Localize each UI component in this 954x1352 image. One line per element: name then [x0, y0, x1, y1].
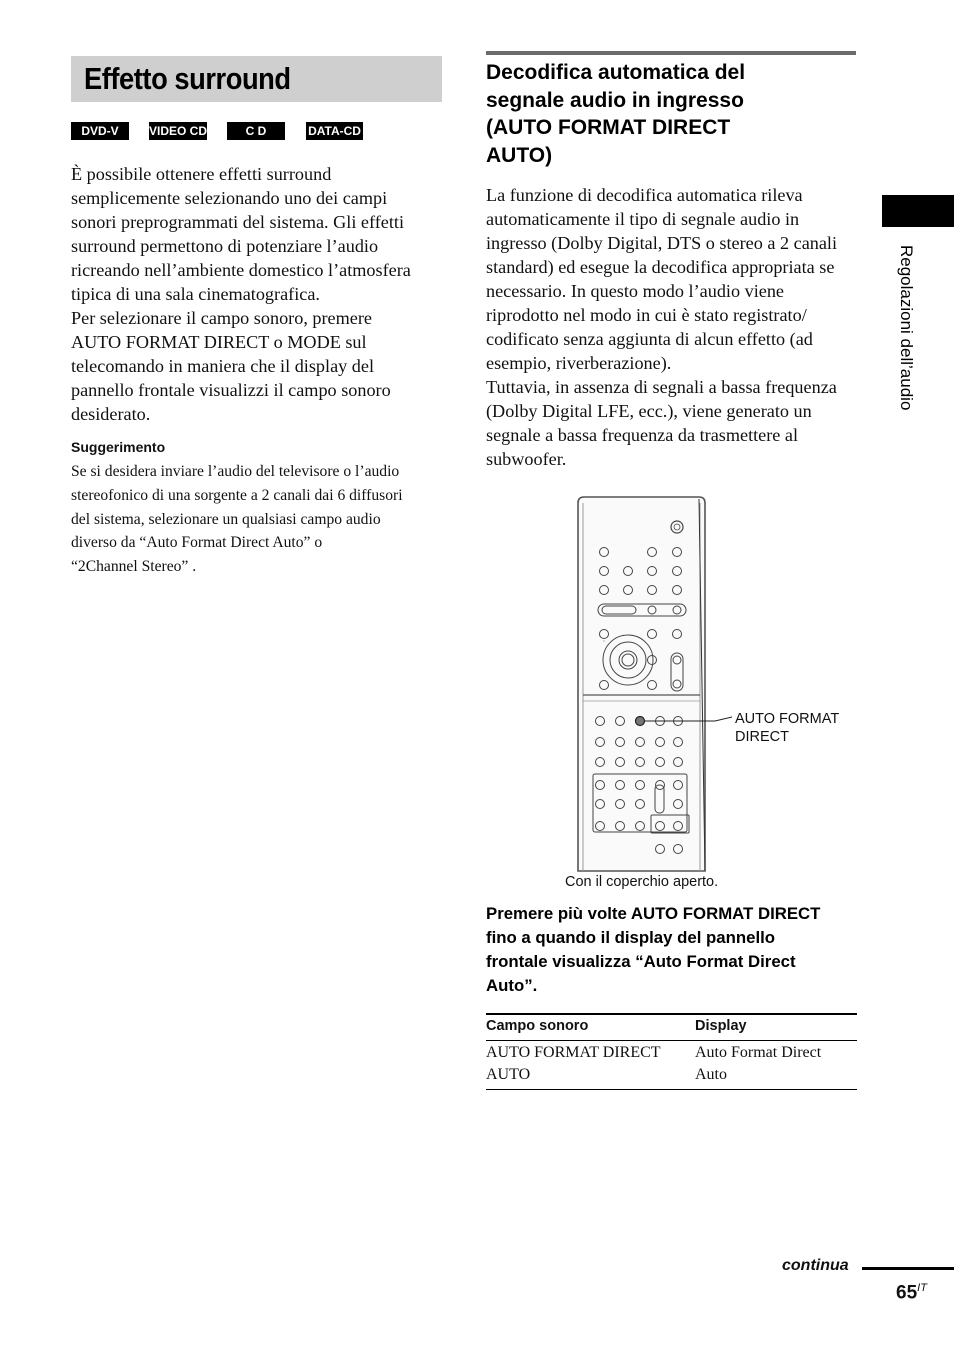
- table-header-sound-field: Campo sonoro: [486, 1018, 589, 1034]
- figure-caption: Con il coperchio aperto.: [565, 874, 719, 890]
- text-line: AUTO FORMAT DIRECT o MODE sul: [71, 332, 367, 352]
- instruction-step: [486, 902, 861, 998]
- text-line: Per selezionare il campo sonoro, premere: [71, 308, 372, 328]
- text-line: pannello frontale visualizzi il campo sonoro: [71, 380, 391, 400]
- text-line: Tuttavia, in assenza di segnali a bassa frequenza: [486, 377, 837, 397]
- table-rule-top: [486, 1013, 857, 1015]
- intro-paragraph: [71, 162, 451, 426]
- page-suffix: IT: [917, 1282, 927, 1294]
- heading-line: Decodifica automatica del: [486, 61, 746, 84]
- decoding-paragraph: [486, 183, 866, 471]
- remote-control-illustration: [560, 495, 860, 875]
- section-title: Effetto surround: [84, 61, 291, 96]
- text-line: desiderato.: [71, 404, 151, 424]
- text-line: codificato senza aggiunta di alcun effetto (ad: [486, 329, 813, 349]
- badge-cd: C D: [227, 122, 285, 140]
- text-line: stereofonico di una sorgente a 2 canali dai 6 diffusori: [71, 486, 403, 504]
- heading-line: AUTO): [486, 143, 553, 167]
- text-line: È possibile ottenere effetti surround: [71, 164, 332, 184]
- cell-line: Auto: [695, 1066, 727, 1083]
- badge-data-cd: DATA-CD: [306, 122, 363, 140]
- text-line: Se si desidera inviare l’audio del televisore o l’audio: [71, 463, 400, 480]
- callout-line: AUTO FORMAT: [735, 711, 840, 727]
- table-cell-sound-field: [486, 1042, 661, 1086]
- text-line: sonori preprogrammati del sistema. Gli effetti: [71, 212, 405, 232]
- table-rule-mid: [486, 1040, 857, 1041]
- sound-field-table: [486, 1013, 857, 1093]
- table-rule-bottom: [486, 1089, 857, 1090]
- text-line: riprodotto nel modo in cui è stato registrato/: [486, 305, 807, 325]
- text-line: del sistema, selezionare un qualsiasi campo audio: [71, 510, 381, 528]
- text-line: telecomando in maniera che il display del: [71, 356, 375, 376]
- heading-rule: [486, 51, 856, 55]
- page-number: [896, 1282, 927, 1304]
- continua-rule: [862, 1267, 954, 1270]
- text-line: ricreando nell’ambiente domestico l’atmosfera: [71, 260, 411, 280]
- instruction-line: Premere più volte AUTO FORMAT DIRECT: [486, 904, 821, 923]
- instruction-line: frontale visualizza “Auto Format Direct: [486, 952, 796, 971]
- heading-line: segnale audio in ingresso: [486, 88, 744, 112]
- callout-label: [735, 710, 839, 746]
- instruction-line: fino a quando il display del pannello: [486, 928, 776, 947]
- callout-line: DIRECT: [735, 729, 789, 745]
- text-line: automaticamente il tipo di segnale audio in: [486, 209, 800, 229]
- text-line: ingresso (Dolby Digital, DTS o stereo a 2 canali: [486, 233, 838, 253]
- tip-heading: Suggerimento: [71, 439, 166, 455]
- text-line: semplicemente selezionando uno dei campi: [71, 188, 388, 208]
- text-line: subwoofer.: [486, 449, 567, 469]
- text-line: “2Channel Stereo” .: [71, 558, 197, 576]
- cell-line: AUTO: [486, 1066, 531, 1083]
- text-line: standard) ed esegue la decodifica appropriata se: [486, 257, 835, 277]
- cell-line: AUTO FORMAT DIRECT: [486, 1044, 661, 1061]
- text-line: diverso da “Auto Format Direct Auto” o: [71, 534, 323, 552]
- heading-line: (AUTO FORMAT DIRECT: [486, 116, 731, 139]
- text-line: tipica di una sala cinematografica.: [71, 284, 320, 304]
- chapter-tab-label: Regolazioni dell’audio: [897, 245, 916, 411]
- badge-dvd-v: DVD-V: [71, 122, 129, 140]
- text-line: necessario. In questo modo l’audio viene: [486, 281, 784, 301]
- instruction-line: Auto”.: [486, 976, 538, 995]
- subsection-heading: [486, 59, 856, 169]
- tip-text: [71, 460, 443, 579]
- table-cell-display: [695, 1042, 821, 1086]
- continua-label: continua: [782, 1257, 849, 1274]
- text-line: esempio, riverberazione).: [486, 353, 672, 373]
- text-line: surround permettono di potenziare l’audio: [71, 236, 379, 256]
- cell-line: Auto Format Direct: [695, 1044, 822, 1061]
- text-line: (Dolby Digital LFE, ecc.), viene generato un: [486, 401, 812, 421]
- chapter-marker: [882, 195, 954, 227]
- page-number-value: 65: [896, 1282, 918, 1304]
- text-line: segnale a bassa frequenza da trasmettere al: [486, 425, 799, 445]
- table-header-display: Display: [695, 1018, 747, 1034]
- text-line: La funzione di decodifica automatica rileva: [486, 185, 803, 205]
- badge-video-cd: VIDEO CD: [149, 124, 208, 138]
